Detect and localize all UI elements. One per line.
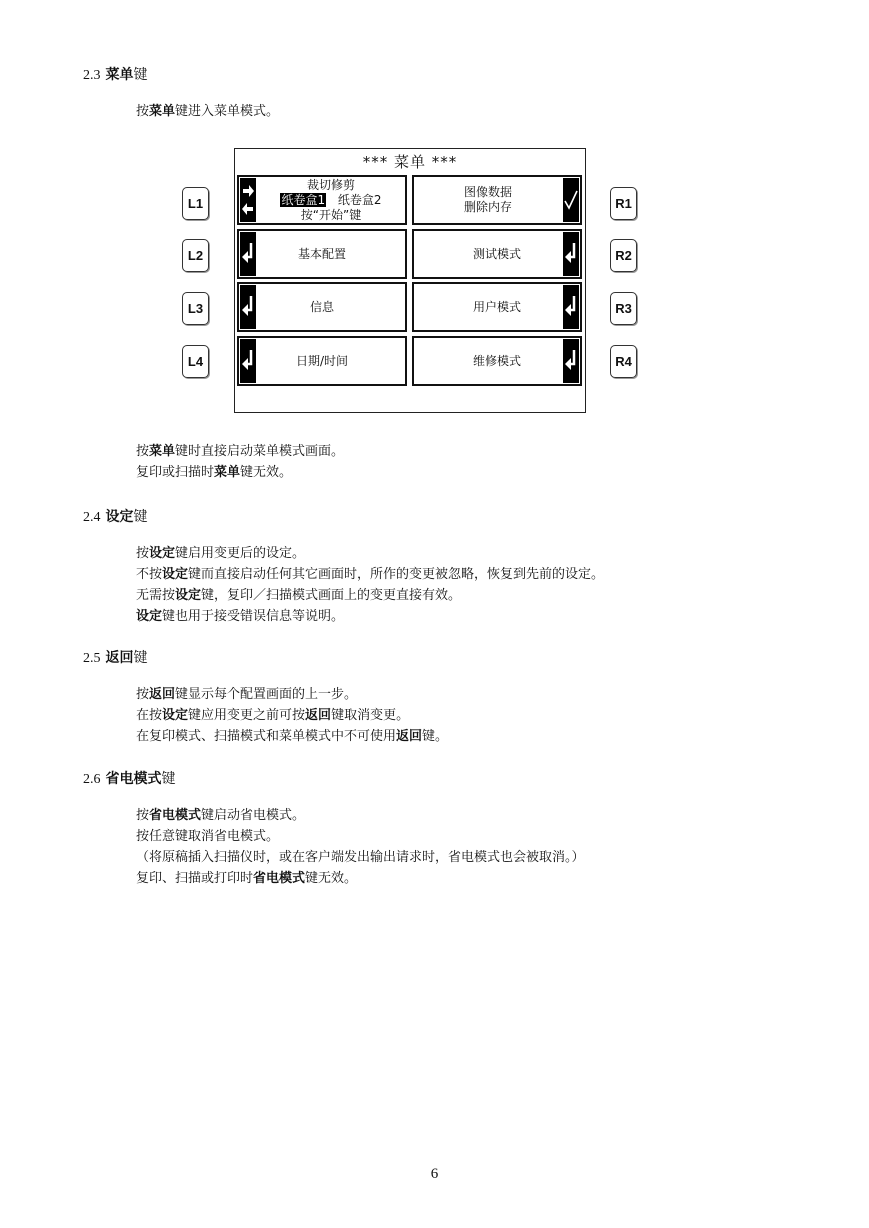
section-2-5-heading — [83, 647, 148, 667]
text: 键时直接启动菜单模式画面。 — [175, 444, 345, 459]
press-start-hint: 按“开始”键 — [300, 207, 362, 222]
key-name: 设定 — [175, 588, 202, 603]
key-name: 省电模式 — [253, 871, 306, 886]
text: 在按 — [136, 708, 163, 723]
text: 按任意键取消省电模式。 — [136, 829, 280, 844]
key-name: 设定 — [162, 708, 189, 723]
text: 键也用于接受错误信息等说明。 — [162, 609, 345, 624]
service-mode-label: 维修模式 — [472, 353, 521, 368]
section-2-3-heading — [83, 64, 148, 84]
key-name: 返回 — [149, 687, 176, 702]
info-label: 信息 — [309, 299, 334, 314]
trim-title: 裁切修剪 — [306, 177, 355, 192]
text: （将原稿插入扫描仪时，或在客户端发出输出请求时，省电模式也会被取消。） — [136, 850, 585, 865]
paper-tray-2[interactable]: 纸卷盒2 — [337, 192, 382, 207]
text: 按 — [136, 546, 150, 561]
date-time-label: 日期/时间 — [295, 353, 349, 368]
menu-cell-user-mode[interactable] — [412, 282, 582, 332]
key-r1[interactable]: R1 — [610, 187, 637, 220]
section-number: 2.6 — [83, 772, 101, 787]
key-r2[interactable]: R2 — [610, 239, 637, 272]
text: 键取消变更。 — [331, 708, 410, 723]
key-name: 返回 — [305, 708, 332, 723]
key-name: 菜单 — [149, 444, 176, 459]
heading-rest: 键 — [133, 67, 148, 83]
heading-rest: 键 — [133, 650, 148, 666]
heading-bold: 设定 — [105, 509, 134, 525]
menu-cell-date-time[interactable] — [237, 336, 407, 386]
key-r4[interactable]: R4 — [610, 345, 637, 378]
enter-arrow-icon — [240, 339, 256, 383]
section-number: 2.4 — [83, 510, 101, 525]
image-data-label: 图像数据 — [463, 185, 512, 199]
text: 键应用变更之前可按 — [188, 708, 306, 723]
test-mode-label: 测试模式 — [472, 246, 521, 261]
menu-key-paragraph — [136, 441, 344, 483]
heading-bold: 返回 — [105, 650, 134, 666]
back-key-paragraph — [136, 684, 448, 747]
key-name: 菜单 — [149, 104, 176, 119]
text: 复印或扫描时 — [136, 465, 215, 480]
heading-rest: 键 — [133, 509, 148, 525]
text: 按 — [136, 444, 150, 459]
section-2-4-heading — [83, 506, 148, 526]
menu-cell-basic-settings[interactable] — [237, 229, 407, 279]
text: 键而直接启动任何其它画面时，所作的变更被忽略，恢复到先前的设定。 — [188, 567, 605, 582]
paper-tray-1-selected[interactable]: 纸卷盒1 — [281, 192, 326, 207]
text: 键无效。 — [305, 871, 358, 886]
user-mode-label: 用户模式 — [472, 299, 521, 314]
menu-cell-test-mode[interactable] — [412, 229, 582, 279]
key-name: 菜单 — [214, 465, 241, 480]
settings-key-paragraph — [136, 543, 604, 627]
menu-intro-paragraph — [136, 101, 279, 122]
heading-bold: 省电模式 — [105, 771, 162, 787]
text: 键。 — [422, 729, 449, 744]
enter-arrow-icon — [563, 285, 579, 329]
menu-cell-trim[interactable] — [237, 175, 407, 225]
enter-arrow-icon — [240, 232, 256, 276]
section-2-6-heading — [83, 768, 176, 788]
key-l2[interactable]: L2 — [182, 239, 209, 272]
key-name: 返回 — [396, 729, 423, 744]
text: 复印、扫描或打印时 — [136, 871, 254, 886]
menu-cell-delete-image-data[interactable] — [412, 175, 582, 225]
menu-cell-service-mode[interactable] — [412, 336, 582, 386]
text: 不按 — [136, 567, 163, 582]
menu-cell-info[interactable] — [237, 282, 407, 332]
page-number: 6 — [430, 1166, 439, 1182]
text: 键，复印／扫描模式画面上的变更直接有效。 — [201, 588, 462, 603]
left-right-arrows-icon — [240, 178, 256, 222]
lcd-title: *** 菜单 *** — [362, 153, 458, 171]
text: 键启用变更后的设定。 — [175, 546, 306, 561]
basic-settings-label: 基本配置 — [297, 246, 346, 261]
power-save-key-paragraph — [136, 805, 585, 889]
section-number: 2.3 — [83, 68, 101, 83]
key-l1[interactable]: L1 — [182, 187, 209, 220]
key-l4[interactable]: L4 — [182, 345, 209, 378]
text: 键启动省电模式。 — [201, 808, 306, 823]
heading-rest: 键 — [161, 771, 176, 787]
enter-arrow-icon — [240, 285, 256, 329]
text: 无需按 — [136, 588, 176, 603]
delete-memory-label: 删除内存 — [463, 200, 512, 214]
key-l3[interactable]: L3 — [182, 292, 209, 325]
text: 在复印模式、扫描模式和菜单模式中不可使用 — [136, 729, 397, 744]
checkmark-icon — [563, 178, 579, 222]
section-number: 2.5 — [83, 651, 101, 666]
enter-arrow-icon — [563, 232, 579, 276]
key-name: 省电模式 — [149, 808, 202, 823]
text: 按 — [136, 104, 150, 119]
key-r3[interactable]: R3 — [610, 292, 637, 325]
lcd-menu-screen — [234, 148, 586, 413]
text: 按 — [136, 687, 150, 702]
key-name: 设定 — [136, 609, 163, 624]
text: 键无效。 — [240, 465, 293, 480]
text: 按 — [136, 808, 150, 823]
text: 键进入菜单模式。 — [175, 104, 280, 119]
text: 键显示每个配置画面的上一步。 — [175, 687, 358, 702]
key-name: 设定 — [149, 546, 176, 561]
key-name: 设定 — [162, 567, 189, 582]
enter-arrow-icon — [563, 339, 579, 383]
heading-bold: 菜单 — [105, 67, 134, 83]
